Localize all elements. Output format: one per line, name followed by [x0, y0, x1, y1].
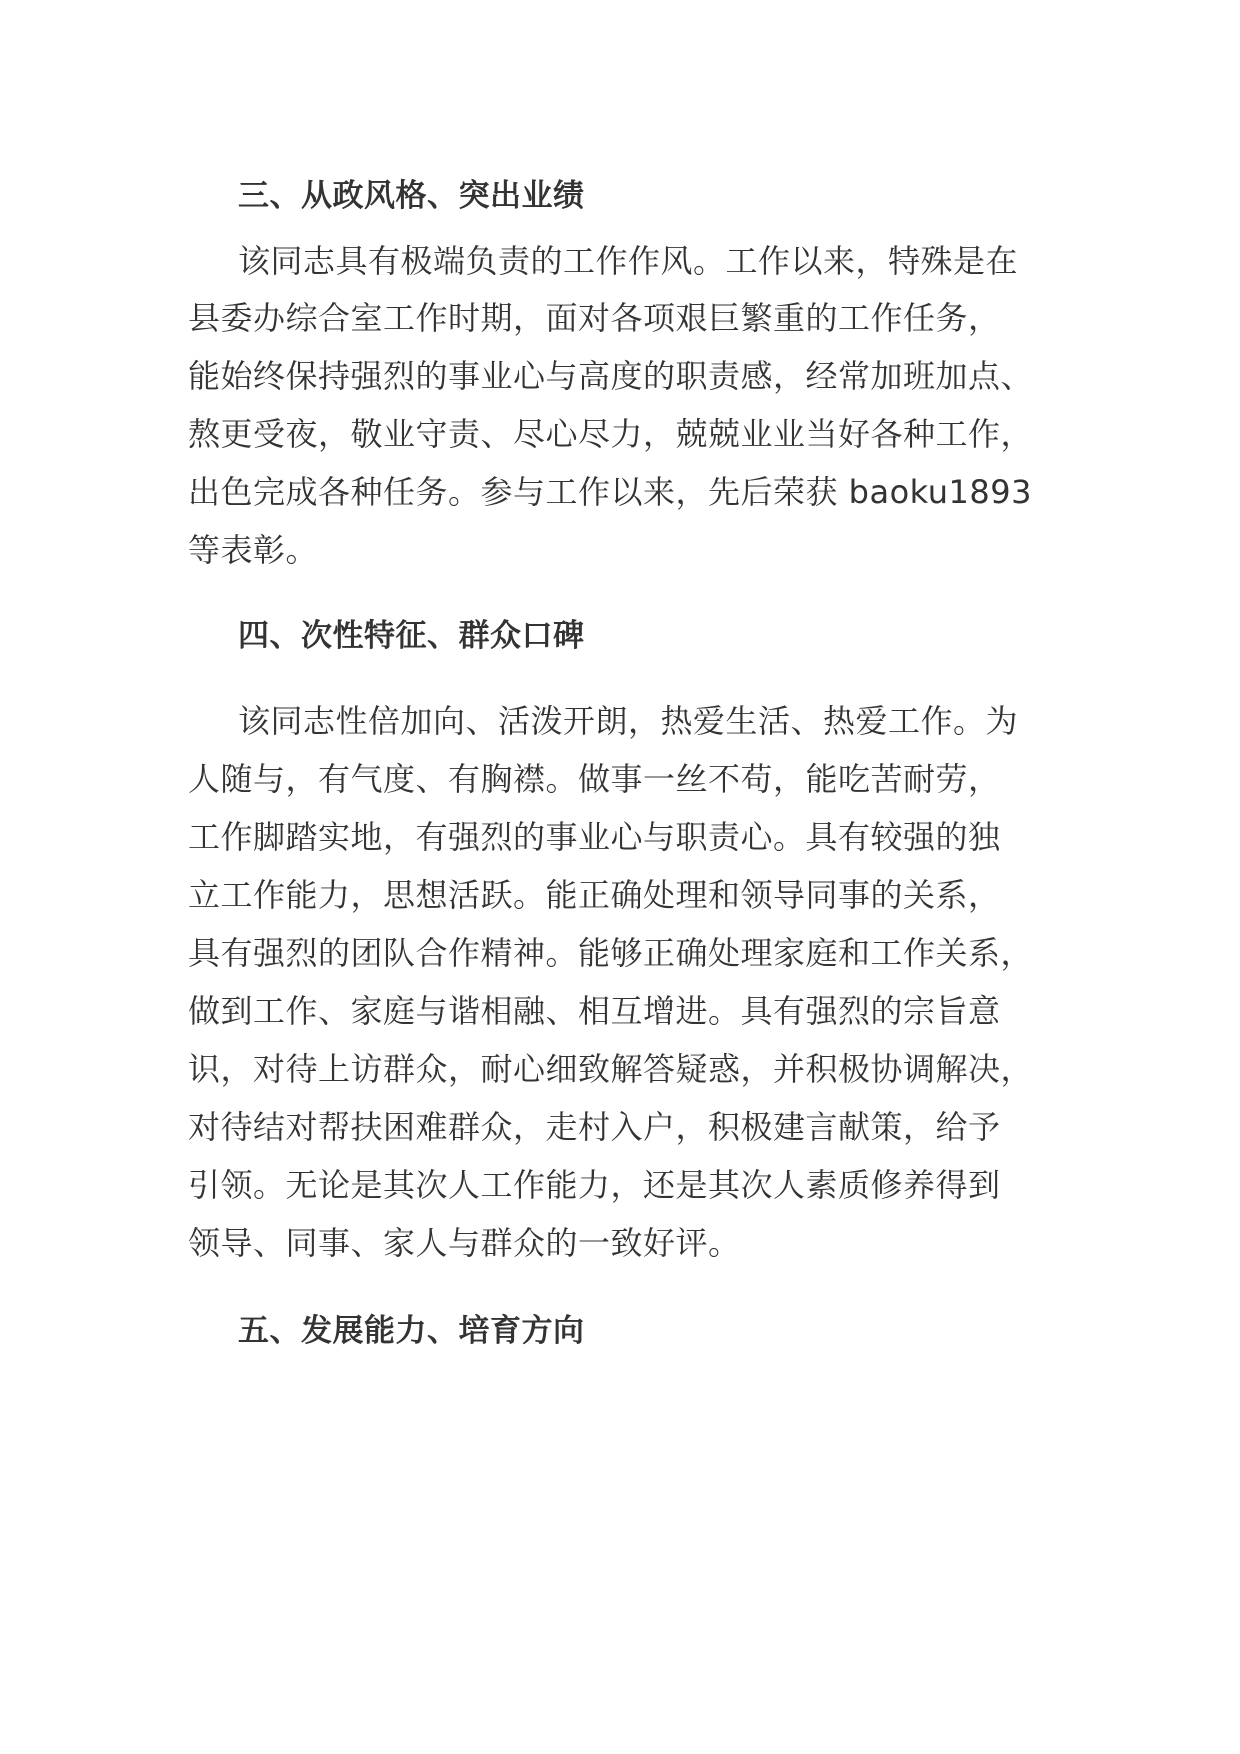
paragraph-line: 县委办综合室工作时期，面对各项艰巨繁重的工作任务，	[188, 299, 1001, 337]
paragraph-line: 对待结对帮扶困难群众，走村入户，积极建言献策，给予	[188, 1108, 1001, 1146]
paragraph-line: 立工作能力，思想活跃。能正确处理和领导同事的关系，	[188, 876, 1001, 914]
paragraph-line: 人随与，有气度、有胸襟。做事一丝不苟，能吃苦耐劳，	[188, 760, 1001, 798]
section-heading: 四、次性特征、群众口碑	[238, 618, 585, 654]
paragraph-line: 等表彰。	[188, 531, 319, 569]
paragraph-line: 领导、同事、家人与群众的一致好评。	[188, 1224, 741, 1262]
paragraph-line: 该同志性倍加向、活泼开朗，热爱生活、热爱工作。为	[238, 702, 1019, 740]
section-heading: 三、从政风格、突出业绩	[238, 178, 585, 214]
paragraph-line: 引领。无论是其次人工作能力，还是其次人素质修养得到	[188, 1166, 1001, 1204]
paragraph-line: 具有强烈的团队合作精神。能够正确处理家庭和工作关系，	[188, 934, 1034, 972]
section-heading: 五、发展能力、培育方向	[238, 1313, 585, 1349]
paragraph-line: 出色完成各种任务。参与工作以来，先后荣获 baoku1893	[188, 473, 1032, 511]
paragraph-line: 做到工作、家庭与谐相融、相互增进。具有强烈的宗旨意	[188, 992, 1001, 1030]
paragraph-line: 熬更受夜，敬业守责、尽心尽力，兢兢业业当好各种工作，	[188, 415, 1034, 453]
paragraph-line: 该同志具有极端负责的工作作风。工作以来，特殊是在	[238, 242, 1019, 280]
paragraph-line: 工作脚踏实地，有强烈的事业心与职责心。具有较强的独	[188, 818, 1001, 856]
paragraph-line: 能始终保持强烈的事业心与高度的职责感，经常加班加点、	[188, 357, 1034, 395]
paragraph-line: 识，对待上访群众，耐心细致解答疑惑，并积极协调解决，	[188, 1050, 1034, 1088]
